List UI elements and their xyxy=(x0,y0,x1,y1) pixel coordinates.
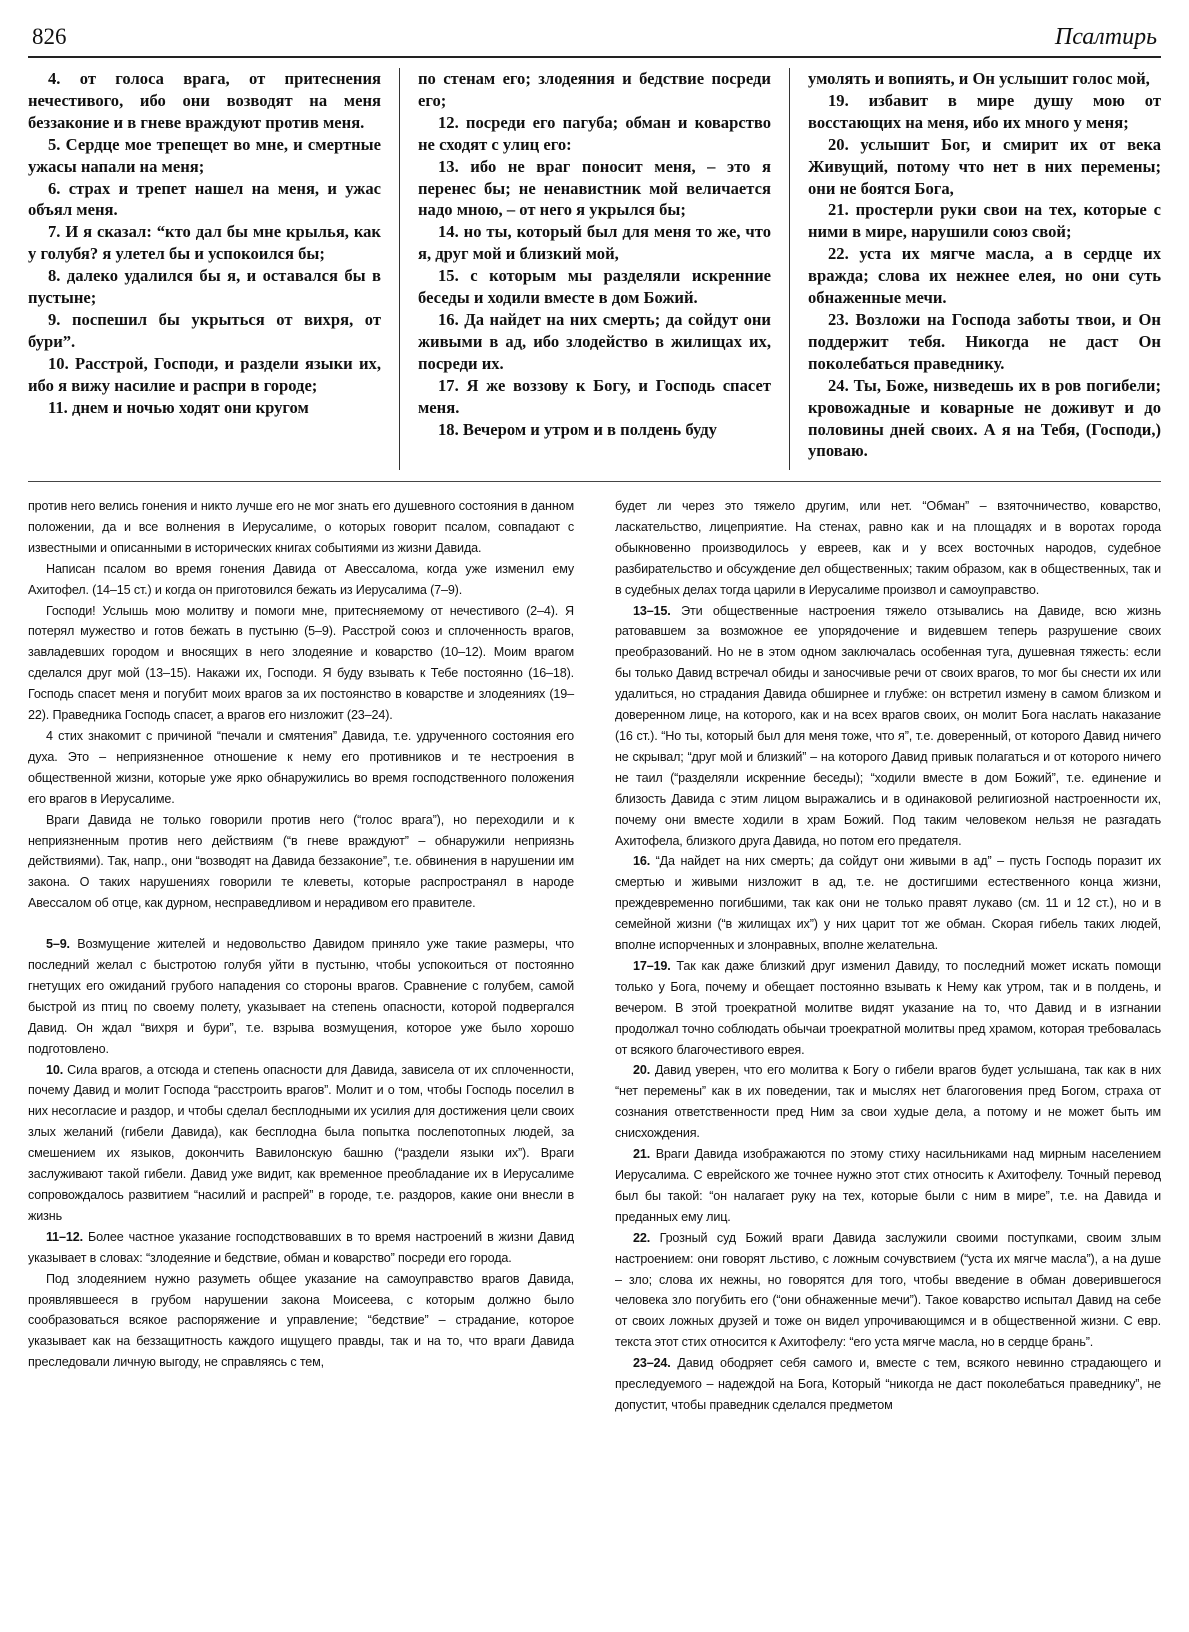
commentary-paragraph: Под злодеянием нужно разуметь общее указание на самоуправство врагов Давида, проявлявшееся в грубом нарушении закона Моисеева, с которым должно было сообразоваться всякое распоряжение и управление; “бедствие” – страдание, которое указывает как на беззащитность каждого ищущего правды, так и на то, что враги Давида преследовали личную выгоду, не справляясь с тем, xyxy=(28,1271,574,1370)
verse: 24. Ты, Боже, низведешь их в ров погибели; кровожадные и коварные не доживут и до половины дней своих. А я на Тебя, (Господи,) уповаю. xyxy=(808,375,1161,461)
commentary-paragraph: будет ли через это тяжело другим, или нет. “Обман” – взяточничество, коварство, ласкательство, лицеприятие. На стенах, равно как и на площадях и в воротах города обыкновенно производилось у евреев, как и у всех восточных народов, судебное разбирательство и обсуждение дел общественных; таким образом, как в общественных, так и в судебных делах тогда царили в Иерусалиме произвол и самоуправство. xyxy=(615,499,1161,597)
commentary-paragraph: Враги Давида не только говорили против него (“голос врага”), но переходили и к неприязненным против него действиям (“в гневе враждуют” – обнаружили неприязнь действиями). Так, напр., они “возводят на Давида беззаконие”, т.е. обвинения в нарушении им закона. О таких нарушениях говорили те клеветы, которые распространял в народе Авессалом об отце, как дурном, несправедливом и нерадивом его правителе. xyxy=(28,812,574,911)
commentary xyxy=(28,496,1161,1416)
verse: 19. избавит в мире душу мою от восстающих на меня, ибо их много у меня; xyxy=(808,90,1161,132)
verse: 12. посреди его пагуба; обман и коварство не сходят с улиц его: xyxy=(418,112,771,154)
column-divider xyxy=(399,68,400,470)
verse-reference: 13–15. xyxy=(633,603,671,618)
page-number: 826 xyxy=(32,24,67,49)
commentary-column-left xyxy=(28,496,574,1416)
commentary-paragraph: против него велись гонения и никто лучше его не мог знать его душевного состояния в данном положении, да и все волнения в Иерусалиме, о которых говорит псалом, совпадают с известными и описанными в исторических книгах событиями из жизни Давида. xyxy=(28,499,574,555)
verse: 22. уста их мягче масла, а в сердце их вражда; слова их нежнее елея, но они суть обнаженные мечи. xyxy=(808,244,1161,308)
verse: 18. Вечером и утром и в полдень буду xyxy=(438,419,717,439)
verse: 8. далеко удалился бы я, и оставался бы в пустыне; xyxy=(28,266,381,308)
commentary-paragraph: 16. “Да найдет на них смерть; да сойдут они живыми в ад” – пусть Господь поразит их смертью и живыми низложит в ад, т.е. не достигшими естественного конца жизни, преждевременно погибшими, так как они не только правят лукаво (см. 11 и 12 ст.), но и в семейной жизни (“в жилищах их”) у них царит тот же обман. Скорая гибель таких людей, вполне испорченных и злонравных, вполне желательна. xyxy=(615,854,1161,953)
verse: 6. страх и трепет нашел на меня, и ужас объял меня. xyxy=(28,178,381,220)
commentary-paragraph: Господи! Услышь мою молитву и помоги мне, притесняемому от нечестивого (2–4). Я потерял мужество и готов бежать в пустыню (5–9). Расстрой союз и сплоченность врагов, завладевших городом и вносящих в него злодеяние и коварство (10–12). Моим врагом сделался друг мой (13–15). Накажи их, Господи. Я буду взывать к Тебе постоянно (16–18). Господь спасет меня и погубит моих врагов за их постоянство в коварстве и злодеяниях (19–22). Праведника Господь спасет, а врагов его низложит (23–24). xyxy=(28,603,574,723)
commentary-paragraph: Написан псалом во время гонения Давида от Авессалома, когда уже изменил ему Ахитофел. (14–15 ст.) и когда он приготовился бежать из Иерусалима (7–9). xyxy=(28,561,574,597)
verse: 23. Возложи на Господа заботы твои, и Он поддержит тебя. Никогда не даст Он поколебаться праведнику. xyxy=(808,309,1161,373)
commentary-paragraph: 5–9. Возмущение жителей и недовольство Давидом приняло уже такие размеры, что последний желал с быстротою голубя уйти в пустыню, чтобы успокоиться от постоянно гнетущих его ожиданий грубого нападения со стороны врагов. Сравнение с голубем, самой быстрой из птиц по своему полету, указывает на степень опасности, которой подвергался Давид. Он ждал “вихря и бури”, т.е. взрыва возмущения, которое уже было хорошо подготовлено. xyxy=(28,937,574,1056)
commentary-paragraph: 22. Грозный суд Божий враги Давида заслужили своими поступками, своим злым настроением: они говорят льстиво, с ложным сочувствием (“уста их мягче масла”), а на душе – зло; слова их нежны, но говорятся для того, чтобы введение в обман доверившегося человека зло погубить его (“они обнаженные мечи”). Такое коварство испытал Давид на себе от своих ложных друзей и тоже он видел упрочивающимся и в общественной жизни. С евр. текста этот стих относится к Ахитофелу: “его уста мягче масла, но в сердце брань”. xyxy=(615,1230,1161,1350)
verse: 21. простерли руки свои на тех, которые с ними в мире, нарушили союз свой; xyxy=(808,200,1161,242)
verse-reference: 21. xyxy=(633,1147,651,1162)
verse-column-2 xyxy=(418,68,771,481)
page xyxy=(28,22,1161,1612)
verse-reference: 17–19. xyxy=(633,958,671,973)
verse-column-1 xyxy=(28,68,381,481)
verse: 13. ибо не враг поносит меня, – это я перенес бы; не ненавистник мой величается надо мною, – от него я укрылся бы; xyxy=(418,156,771,220)
verse: 16. Да найдет на них смерть; да сойдут они живыми в ад, ибо злодейство в жилищах их, посреди их. xyxy=(418,309,771,373)
column-divider xyxy=(789,68,790,470)
verse-continuation: по стенам его; злодеяния и бедствие посреди его; xyxy=(418,69,771,110)
verse: 14. но ты, который был для меня то же, что я, друг мой и близкий мой, xyxy=(418,222,771,264)
verse: 20. услышит Бог, и смирит их от века Живущий, потому что нет в них перемены; они не боятся Бога, xyxy=(808,134,1161,198)
verse: 7. И я сказал: “кто дал бы мне крылья, как у голубя? я улетел бы и успокоился бы; xyxy=(28,222,381,264)
commentary-paragraph: 23–24. Давид ободряет себя самого и, вместе с тем, всякого невинно страдающего и преследуемого – надеждой на Бога, Который “никогда не даст поколебаться праведнику”, не допустит, чтобы праведник сделался предметом xyxy=(615,1356,1161,1412)
commentary-column-right xyxy=(615,496,1161,1416)
commentary-paragraph: 17–19. Так как даже близкий друг изменил Давиду, то последний может искать помощи только у Бога, почему и обещает постоянно взывать к Нему как утром, так и в полдень, и вечером. В этой троекратной молитве видят указание на то, что Давид и в изгнании продолжал точно соблюдать обычаи троекратной молитвы пред храмом, которая требовалась от всякого благочестивого еврея. xyxy=(615,958,1161,1057)
verse-reference: 11–12. xyxy=(46,1229,83,1244)
verse: 17. Я же воззову к Богу, и Господь спасет меня. xyxy=(418,375,771,417)
commentary-paragraph: 20. Давид уверен, что его молитва к Богу о гибели врагов будет услышана, так как в них “нет перемены” как в их поведении, так и мыслях нет благоговения пред Богом, страха от сознания ответственности пред Ним за свои худые дела, а потому и не может быть им снисхождения. xyxy=(615,1063,1161,1141)
verse-reference: 10. xyxy=(46,1062,64,1077)
verse-reference: 23–24. xyxy=(633,1356,671,1371)
running-head xyxy=(28,22,1161,58)
psalm-verses xyxy=(28,68,1161,482)
verse-column-3 xyxy=(808,68,1161,481)
verse-reference: 16. xyxy=(633,854,651,869)
commentary-paragraph: 21. Враги Давида изображаются по этому стиху насильниками над мирным населением Иерусалима. С еврейского же точнее нужно этот стих относить к Ахитофелу. Точный перевод был бы такой: “он налагает руку на тех, которые были с ним в мире”, т.е. на Давида и преданных ему лиц. xyxy=(615,1147,1161,1224)
book-title: Псалтирь xyxy=(1054,24,1157,50)
commentary-paragraph: 13–15. Эти общественные настроения тяжело отзывались на Давиде, всю жизнь ратовавшем за возможное ее упорядочение и видевшем теперь разрушение своих преобразований. Но не в этом одном заключалась особенная туга, душевная тяжесть: если бы только Давид встречал обиды и заносчивые речи от своих врагов, то мог бы снести их или удалиться, но страдания Давида обширнее и глубже: он встретил измену в самом близком и доверенном лице, на которого, как и на всех врагов своих, он молит Бога наслать наказание (16 ст.). “Но ты, который был для меня тоже, что я”, т.е. доверенный, от которого Давид ничего не скрывал; “друг мой и близкий” – на которого Давид привык полагаться и от которого ничего не таил (“разделяли искренние беседы); “ходили вместе в дом Божий”, т.е. единение и близость Давида с этим лицом выражались и в одинаковой религиозной настроенности их, почему они вместе ходили в храм Божий. Под таким человеком нельзя не разгадать Ахитофела, близкого друга Давида, но потом его предателя. xyxy=(615,603,1161,848)
verse: 4. от голоса врага, от притеснения нечестивого, ибо они возводят на меня беззаконие и в гневе враждуют против меня. xyxy=(28,69,381,132)
verse-reference: 5–9. xyxy=(46,937,70,952)
commentary-paragraph: 4 стих знакомит с причиной “печали и смятения” Давида, т.е. удрученного состояния его духа. Это – неприязненное отношение к нему его противников и те нестроения в общественной жизни, которые уже ярко обнаружились во время господственного положения его врагов в Иерусалиме. xyxy=(28,728,574,806)
commentary-paragraph: 10. Сила врагов, а отсюда и степень опасности для Давида, зависела от их сплоченности, почему Давид и молит Господа “расстроить врагов”. Молит и о том, чтобы Господь поселил в них несогласие и раздор, и чтобы сделал бесплодными их усилия для достижения цели своих злых желаний (гибели Давида), как бесплодна была попытка послепотопных людей, за смешением их языков, докончить Вавилонскую башню (“раздели языки их”). Враги заслуживают такой гибели. Давид уже видит, как временное преобладание их в Иерусалиме сопровождалось развитием “насилий и распрей” в городе, т.е. раздоров, какие они внесли в жизнь xyxy=(28,1062,574,1223)
verse: 11. днем и ночью ходят они кругом xyxy=(48,397,309,417)
verse: 9. поспешил бы укрыться от вихря, от бури”. xyxy=(28,309,381,351)
verse: 15. с которым мы разделяли искренние беседы и ходили вместе в дом Божий. xyxy=(418,266,771,308)
verse: 10. Расстрой, Господи, и раздели языки их, ибо я вижу насилие и распри в городе; xyxy=(28,353,381,395)
verse-continuation: умолять и вопиять, и Он услышит голос мой, xyxy=(808,69,1150,88)
verse-reference: 22. xyxy=(633,1230,651,1245)
commentary-paragraph: 11–12. Более частное указание господствовавших в то время настроений в жизни Давид указывает в словах: “злодеяние и бедствие, обман и коварство” посреди его города. xyxy=(28,1229,574,1265)
verse-reference: 20. xyxy=(633,1063,651,1078)
verse: 5. Сердце мое трепещет во мне, и смертные ужасы напали на меня; xyxy=(28,134,381,176)
